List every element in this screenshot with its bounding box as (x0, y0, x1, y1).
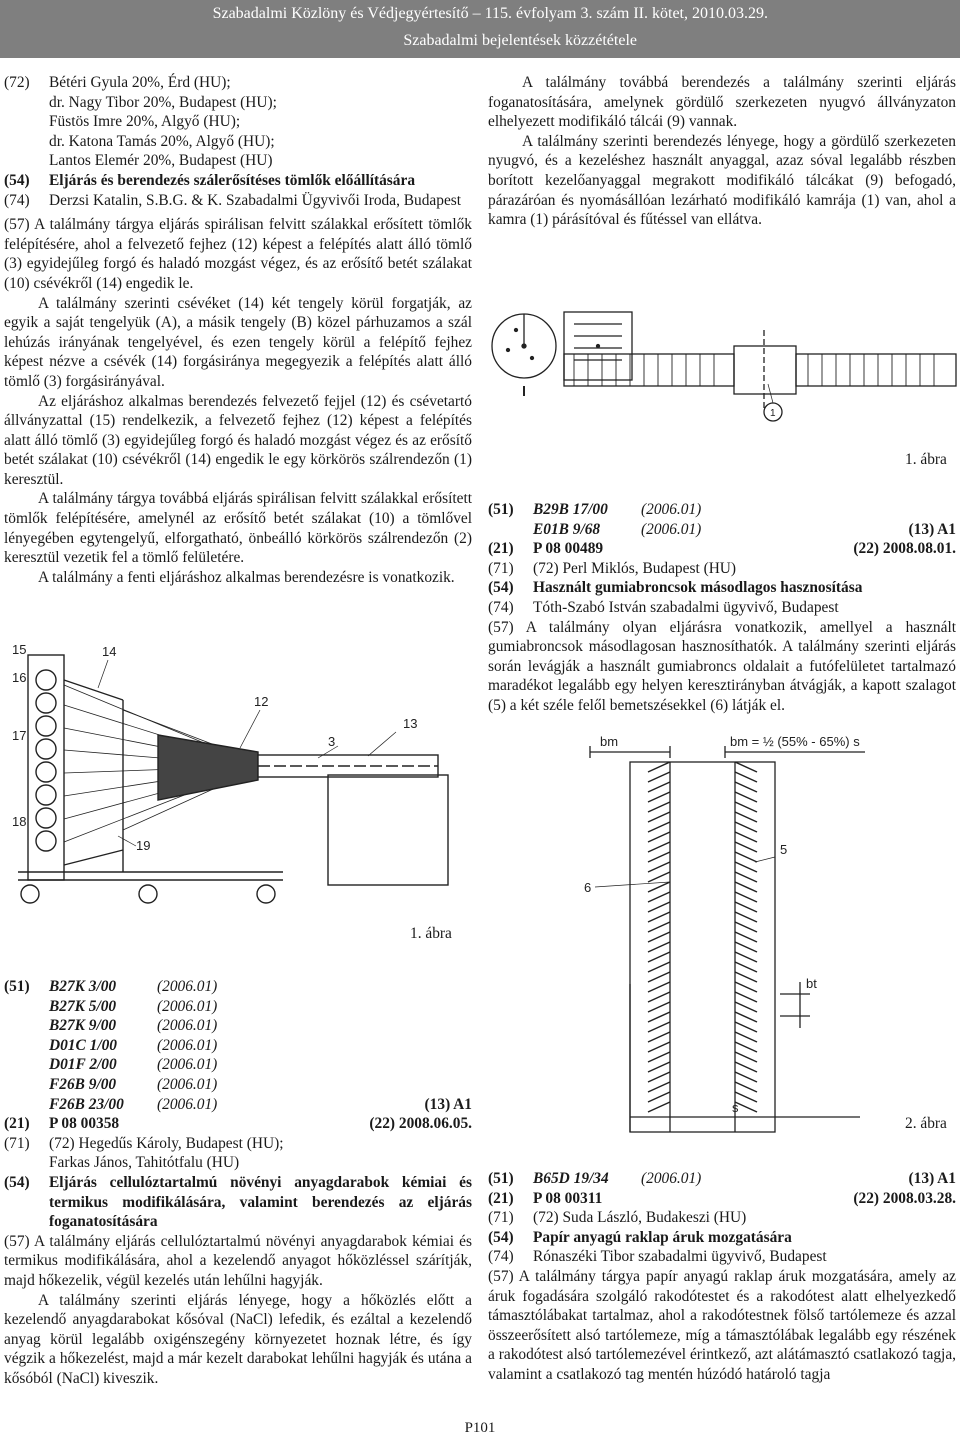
entry-title: (54) Használt gumiabroncsok másodlagos hasznosítása (488, 579, 863, 597)
label-15: 15 (12, 642, 27, 657)
inventor-line: (72) Bétéri Gyula 20%, Érd (HU); (4, 74, 231, 91)
abstract-paragraph: (57) A találmány tárgya papír anyagú raklap áruk mozgatására, amely az áruk fogadására szolgáló rakodótestet és a rakodótest alatt elhelyezkedő támasztólábakat tartalmaz, ahol a rakodótestnek fölső tartólemeze és azzal összeerősített alsó tartólemeze, míg a támasztólábak legalább egy részének a rakodótest alsó tartólemezével érintkező, azt alátámasztó csatlakozó tagja, valamint a csatlakozó tag mentén húzódó határoló tagja (488, 1267, 956, 1383)
entry-1 (4, 73, 472, 587)
herringbone-cuts (648, 762, 757, 1112)
inventor-line: (71) (72) Perl Miklós, Budapest (HU) (488, 559, 737, 577)
label-3: 3 (328, 734, 336, 749)
inventor-line: Farkas János, Tahitótfalu (HU) (49, 1154, 240, 1172)
ipc-row: (51) B27K 3/00 (2006.01) (4, 978, 218, 995)
ipc-row: E01B 9/68 (2006.01) (13) A1 (533, 520, 956, 538)
label-6: 6 (584, 880, 592, 895)
agent-line: (74) Rónaszéki Tibor szabadalmi ügyvivő, Budapest (488, 1248, 827, 1266)
figure-winding-machine (8, 640, 478, 915)
figure-caption: 1. ábra (410, 925, 452, 942)
application-number: (21) P 08 00489 (22) 2008.08.01. (488, 540, 956, 558)
label-bm: bm (600, 734, 619, 749)
label-13: 13 (403, 716, 418, 731)
kind-code: (13) A1 (424, 1095, 472, 1113)
entry-title: (54) Eljárás és berendezés szálerősítéses tömlők előállítására (4, 171, 416, 189)
label-19: 19 (136, 838, 151, 853)
label-16: 16 (12, 670, 27, 685)
figure-caption: 1. ábra (905, 451, 947, 468)
inventor-line: dr. Katona Tamás 20%, Algyő (HU); (49, 132, 275, 150)
ipc-row: F26B 23/00 (2006.01) (13) A1 (49, 1095, 472, 1113)
entry-2 (4, 977, 472, 1388)
label-5: 5 (780, 842, 788, 857)
entry-3 (488, 500, 956, 716)
abstract-paragraph: (57) A találmány eljárás cellulóztartalmú növényi anyagdarabok kémiai és termikus modifikálására, ahol a kezelendő anyagot hőközléssel szárítják, majd hőkezelik, végül kezelés után lehűlni hagyják. (4, 1232, 472, 1289)
label-14: 14 (102, 644, 117, 659)
entry-title: (54) Eljárás cellulóztartalmú növényi anyagdarabok kémiai és termikus modifikálására, valamint berendezés az eljárás foganatosítására (4, 1173, 472, 1231)
application-number: (21) P 08 00311 (22) 2008.03.28. (488, 1189, 956, 1207)
agent-line: (74) Tóth-Szabó István szabadalmi ügyvivő, Budapest (488, 598, 839, 616)
page-header (0, 0, 960, 58)
abstract-paragraph: A találmány továbbá berendezés a találmány szerinti eljárás foganatosítására, amelynek gördülő szerkezeten nyugvó állványzaton elhelyezett modifikáló tálcái (9) vannak. (488, 74, 956, 131)
abstract-paragraph: A találmány tárgya továbbá eljárás spirálisan felvitt szálakkal erősített tömlők felépítésére, amelynél az erősítő betét szálakat (10) a tömlővel lényegében egytengelyű, elforgatható, önbeálló körkörös szálrendezőn (2) keresztül vezetik fel a tömlő felületére. (4, 490, 472, 567)
label-17: 17 (12, 728, 27, 743)
figure-tire-strip (560, 732, 900, 1142)
ipc-row: B27K 9/00 (2006.01) (49, 1017, 218, 1035)
label-1: 1 (770, 408, 776, 419)
ipc-row: (51) B29B 17/00 (2006.01) (488, 501, 702, 518)
abstract-paragraph: (57) A találmány tárgya eljárás spirálisan felvitt szálakkal erősített tömlők felépítésére, ahol a felvezető fejhez (12) képest a felépítés alatt álló tömlő (3) egyidejűleg forgó és haladó mozgást végez, és az erősítő betét szálakat (10) csévékről (14) engedik le. (4, 216, 472, 292)
figure-modification-chamber (488, 300, 958, 450)
ipc-row: B27K 5/00 (2006.01) (49, 997, 218, 1015)
inventor-line: (71) (72) Suda László, Budakeszi (HU) (488, 1209, 747, 1227)
ipc-row: D01F 2/00 (2006.01) (49, 1056, 218, 1074)
figure-caption: 2. ábra (905, 1115, 947, 1132)
abstract-paragraph: A találmány szerinti eljárás lényege, hogy a hőközlés előtt a kezelendő anyagdarabokat kősóval (NaCl) lefedik, és ezáltal a kezelendő anyag körül legalább oxigénszegény környezetet hoznak létre, és így végzik a hőkezelést, majd a már kezelt darabokat lehűlni hagyják és utána a kősóból (NaCl) kiveszik. (4, 1291, 472, 1387)
inventor-line: dr. Nagy Tibor 20%, Budapest (HU); (49, 93, 277, 111)
application-number: (21) P 08 00358 (22) 2008.06.05. (4, 1115, 472, 1133)
label-12: 12 (254, 694, 269, 709)
inventor-line: Füstös Imre 20%, Algyő (HU); (49, 113, 241, 131)
abstract-paragraph: A találmány szerinti csévéket (14) két tengely körül forgatják, az egyik a saját tengelyük (A), a másik tengely (B) közel párhuzamos a szál lehúzás irányának tengelyével, és ezen tengely körül a felépítő fejhez képest nézve a csévék (14) forgásiránya megegyezik a felépítés alatt álló tömlő (3) forgásirányával. (4, 294, 472, 390)
spool-column (36, 670, 56, 851)
kind-code: (13) A1 (908, 1170, 956, 1187)
agent-line: (74) Derzsi Katalin, S.B.G. & K. Szabadalmi Ügyvivői Iroda, Budapest (4, 191, 462, 209)
entry-2-continued (488, 73, 956, 230)
entry-title: (54) Papír anyagú raklap áruk mozgatására (488, 1228, 792, 1246)
abstract-paragraph: A találmány a fenti eljáráshoz alkalmas berendezésre is vonatkozik. (38, 568, 455, 586)
page-number: P101 (464, 1420, 496, 1436)
label-18: 18 (12, 814, 27, 829)
label-formula: bm = ½ (55% - 65%) s (730, 734, 860, 749)
ipc-row: D01C 1/00 (2006.01) (49, 1036, 218, 1054)
journal-title: Szabadalmi Közlöny és Védjegyértesítő – 115. évfolyam 3. szám II. kötet, 2010.03.29. (212, 5, 768, 22)
kind-code: (13) A1 (908, 520, 956, 538)
entry-4 (488, 1169, 956, 1385)
ipc-row: (51) B65D 19/34 (2006.01) (13) A1 (488, 1170, 956, 1187)
label-bt: bt (806, 976, 817, 991)
abstract-paragraph: Az eljáráshoz alkalmas berendezés felvezető fejjel (12) és csévetartó állványzattal (15) rendelkezik, a felvezető fejhez (12) képest a felépítés alatt álló tömlő (3) egyidejűleg forgó és haladó mozgást végez és az erősítő betét szálakat (10) csévékről (14) engedik le egy körkörös szálrendezőn (1) keresztül. (4, 392, 472, 488)
ipc-row: F26B 9/00 (2006.01) (49, 1075, 218, 1093)
inventor-line: Lantos Elemér 20%, Budapest (HU) (49, 152, 273, 170)
label-s: s (732, 1100, 739, 1115)
abstract-paragraph: (57) A találmány olyan eljárásra vonatkozik, amellyel a használt gumiabroncsok másodlagosan hasznosíthatók. A találmány szerinti eljárás során levágják a használt gumiabroncs oldalait a futófelületet tartalmazó maradékot legalább egy helyen keresztirányban átvágják, a kapott szalagot (5) a két széle felől bemetszésekkel (6) látják el. (488, 618, 956, 714)
inventor-line: (71) (72) Hegedűs Károly, Budapest (HU); (4, 1134, 284, 1152)
abstract-paragraph: A találmány szerinti berendezés lényege, hogy a gördülő szerkezeten nyugvó, és a kezeléshez használt anyaggal, azaz sóval legalább részben borított kezelőanyaggal megrakott modifikáló tálcákat (9) befogadó, párazáróan és nyomásállóan lezárható modifikáló kamrája (1) van, ahol a kamra (1) párásítóval és fűtéssel van ellátva. (488, 132, 956, 229)
section-title: Szabadalmi bejelentések közzététele (403, 32, 637, 49)
